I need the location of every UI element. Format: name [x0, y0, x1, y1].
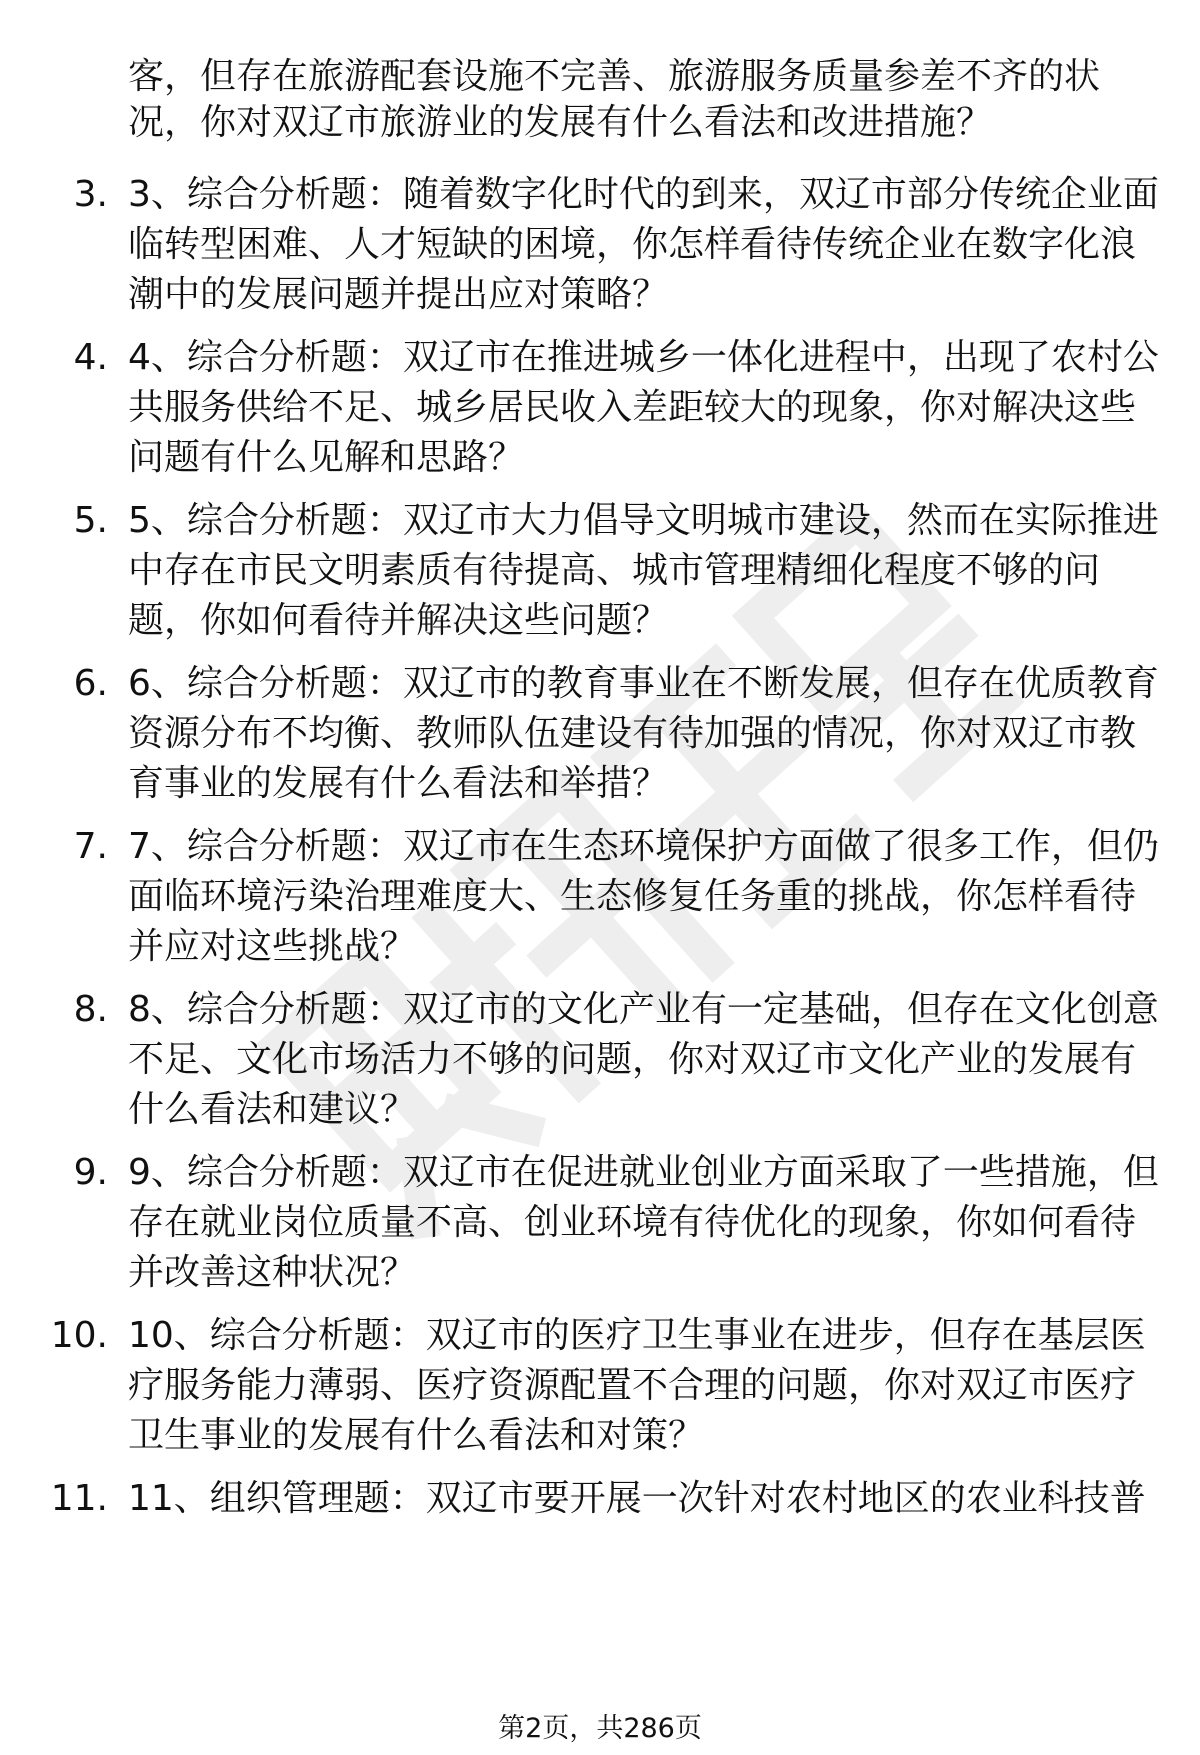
item-line: 存在就业岗位质量不高、创业环境有待优化的现象，你如何看待 [128, 1202, 1137, 1243]
continuation-line-2: 况，你对双辽市旅游业的发展有什么看法和改进措施？ [128, 102, 993, 143]
item-text [128, 659, 1168, 809]
item-number: 5. [73, 500, 108, 541]
page-number-footer: 第2页，共286页 [498, 1713, 702, 1744]
item-line: 什么看法和建议？ [128, 1089, 417, 1130]
item-line: 6、综合分析题：双辽市的教育事业在不断发展，但存在优质教育 [128, 663, 1159, 704]
item-line: 资源分布不均衡、教师队伍建设有待加强的情况，你对双辽市教 [128, 713, 1137, 754]
item-line: 卫生事业的发展有什么看法和对策？ [128, 1415, 705, 1456]
item-number: 7. [73, 826, 108, 867]
item-line: 面临环境污染治理难度大、生态修复任务重的挑战，你怎样看待 [128, 876, 1137, 917]
item-line: 疗服务能力薄弱、医疗资源配置不合理的问题，你对双辽市医疗 [128, 1365, 1137, 1406]
item-number: 6. [73, 663, 108, 704]
item-line: 共服务供给不足、城乡居民收入差距较大的现象，你对解决这些 [128, 387, 1137, 428]
item-line: 育事业的发展有什么看法和举措？ [128, 763, 669, 804]
item-number: 9. [73, 1152, 108, 1193]
item-line: 5、综合分析题：双辽市大力倡导文明城市建设，然而在实际推进 [128, 500, 1159, 541]
item-number: 8. [73, 989, 108, 1030]
item-line: 4、综合分析题：双辽市在推进城乡一体化进程中，出现了农村公 [128, 337, 1159, 378]
item-text [128, 1474, 1168, 1524]
item-line: 11、组织管理题：双辽市要开展一次针对农村地区的农业科技普 [128, 1478, 1146, 1519]
item-line: 3、综合分析题：随着数字化时代的到来，双辽市部分传统企业面 [128, 174, 1159, 215]
item-line: 题，你如何看待并解决这些问题？ [128, 600, 669, 641]
item-text [128, 985, 1168, 1135]
item-text [128, 1311, 1168, 1461]
item-number: 11. [50, 1478, 108, 1519]
item-number: 10. [50, 1315, 108, 1356]
item-line: 7、综合分析题：双辽市在生态环境保护方面做了很多工作，但仍 [128, 826, 1159, 867]
item-text [128, 333, 1168, 483]
item-line: 并改善这种状况？ [128, 1252, 417, 1293]
item-line: 问题有什么见解和思路？ [128, 437, 525, 478]
item-line: 9、综合分析题：双辽市在促进就业创业方面采取了一些措施，但 [128, 1152, 1159, 1193]
item-line: 潮中的发展问题并提出应对策略？ [128, 274, 669, 315]
item-text [128, 822, 1168, 972]
item-text [128, 496, 1168, 646]
item-line: 8、综合分析题：双辽市的文化产业有一定基础，但存在文化创意 [128, 989, 1159, 1030]
item-text [128, 170, 1168, 320]
item-line: 不足、文化市场活力不够的问题，你对双辽市文化产业的发展有 [128, 1039, 1137, 1080]
continuation-line-1: 客，但存在旅游配套设施不完善、旅游服务质量参差不齐的状 [128, 56, 1101, 97]
item-number: 4. [73, 337, 108, 378]
item-number: 3. [73, 174, 108, 215]
item-text [128, 1148, 1168, 1298]
item-line: 临转型困难、人才短缺的困境，你怎样看待传统企业在数字化浪 [128, 224, 1137, 265]
item-line: 10、综合分析题：双辽市的医疗卫生事业在进步，但存在基层医 [128, 1315, 1146, 1356]
item-line: 并应对这些挑战？ [128, 926, 417, 967]
item-line: 中存在市民文明素质有待提高、城市管理精细化程度不够的问 [128, 550, 1101, 591]
